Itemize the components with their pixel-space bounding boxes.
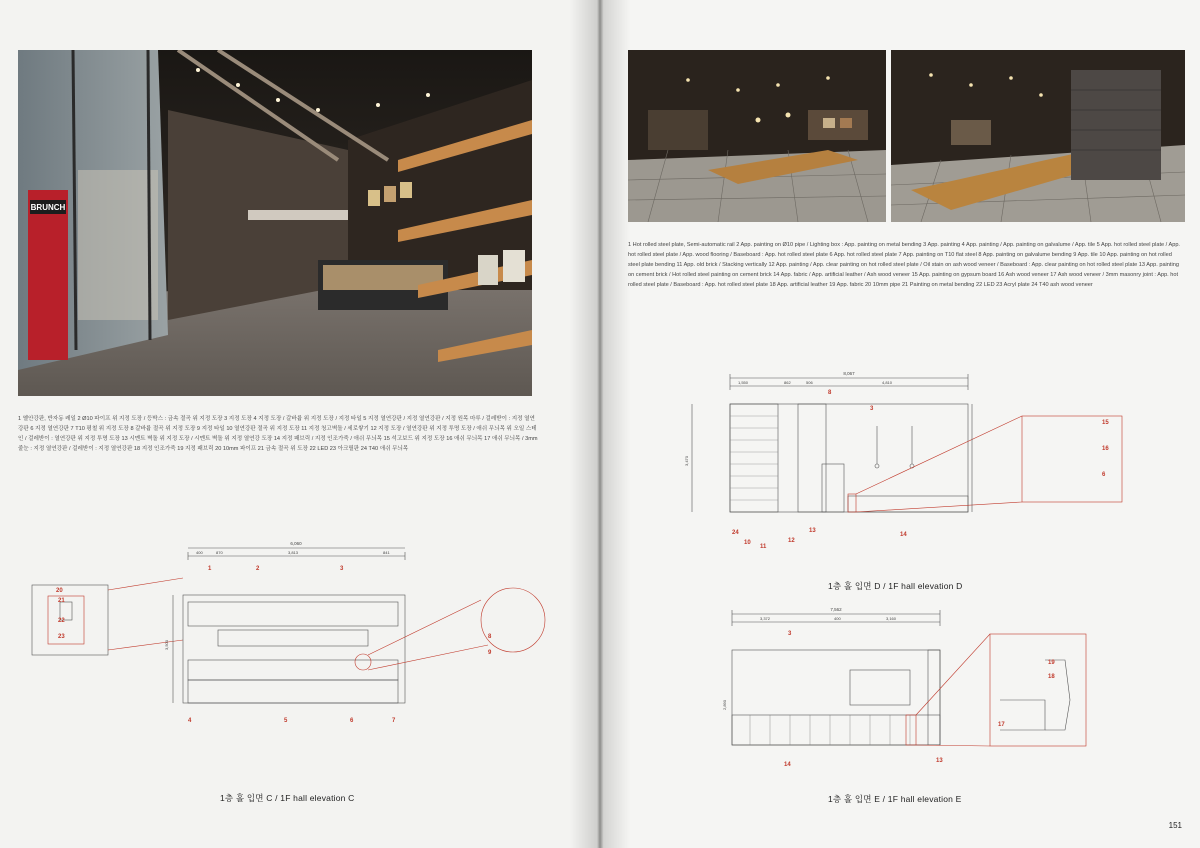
- dim-e-h: 2,890: [722, 699, 727, 710]
- callout-e-13: 13: [936, 758, 943, 764]
- dim-e-total: 7,562: [830, 607, 842, 612]
- callout-e-3: 3: [788, 631, 792, 637]
- drawing-d-title: 1층 홀 입면 D / 1F hall elevation D: [828, 581, 963, 591]
- callout-c-21: 21: [58, 598, 65, 604]
- drawing-c-title: 1층 홀 입면 C / 1F hall elevation C: [220, 793, 355, 803]
- callout-e-18: 18: [1048, 674, 1055, 680]
- dim-d-total: 8,067: [843, 371, 855, 376]
- callout-d-13: 13: [809, 528, 816, 534]
- callout-d-24: 24: [732, 530, 739, 536]
- callout-d-11: 11: [760, 544, 767, 550]
- callout-e-14: 14: [784, 762, 791, 768]
- callout-e-17: 17: [998, 722, 1005, 728]
- book-gutter: [570, 0, 630, 848]
- callout-c-4: 4: [188, 718, 192, 724]
- dim-d-h: 3,470: [684, 455, 689, 466]
- cafe-interior-photo: [18, 50, 532, 396]
- callout-c-22: 22: [58, 618, 65, 624]
- dim-d-3: 506: [806, 380, 813, 385]
- drawing-elevation-d: [672, 366, 1192, 580]
- callout-d-15: 15: [1102, 420, 1109, 426]
- right-caption: 1 Hot rolled steel plate, Semi-automatic rail 2 App. painting on Ø10 pipe / Lighting box : App. painting on metal bending 3 App. painting 4 App. painting / App. painting on galvalume / App. tile 5 App. hot rolled steel plate / App. hot rolled steel plate / App. wood flooring / Baseboard : App. hot rolled steel plate 6 App. hot rolled steel plate 7 App. painting on T10 flat steel 8 App. painting on galvalume bending 9 App. tile 10 App. painting on hot rolled steel plate bending 11 App. old brick / Stacking vertically 12 App. painting / App. clear painting on hot rolled steel plate / Oil stain on ash wood veneer / Baseboard : App. clear painting on hot rolled steel plate 13 App. painting on cement brick / Hot rolled steel painting on cement brick 14 App. fabric / App. artificial leather / Ash wood veneer 15 App. painting on gypsum board 16 Ash wood veneer 17 Ash wood veneer / 3mm masonry joint : App. hot rolled steel plate / Baseboard : App. hot rolled steel plate 18 App. artificial leather 19 App. fabric 20 10mm pipe 21 Painting on metal bending 22 LED 23 Acryl plate 24 T40 ash wood veneer: [628, 242, 1180, 288]
- callout-d-16: 16: [1102, 446, 1109, 452]
- callout-c-8: 8: [488, 634, 492, 640]
- dim-c-total: 6,060: [290, 541, 302, 546]
- drawing-e-title: 1층 홀 입면 E / 1F hall elevation E: [828, 794, 962, 804]
- callout-d-3: 3: [870, 406, 874, 412]
- hall-photo-1: [628, 50, 886, 222]
- callout-c-3: 3: [340, 566, 344, 572]
- brunch-sign-text: BRUNCH: [30, 203, 66, 212]
- callout-c-6: 6: [350, 718, 354, 724]
- dim-e-1: 3,372: [760, 616, 771, 621]
- callout-d-10: 10: [744, 540, 751, 546]
- callout-c-9: 9: [488, 650, 492, 656]
- dim-e-2: 400: [834, 616, 841, 621]
- drawing-elevation-e: [700, 600, 1190, 780]
- dim-d-4: 4,810: [882, 380, 893, 385]
- drawing-elevation-c: [18, 530, 548, 780]
- callout-c-1: 1: [208, 566, 212, 572]
- hall-photo-2: [891, 50, 1185, 222]
- callout-c-7: 7: [392, 718, 396, 724]
- left-caption: 1 옐안강판, 반자동 레일 2 Ø10 파이프 위 지정 도장 / 등박스 : 금속 절곡 위 지정 도장 3 지정 도장 4 지정 도장 / 갈바륨 위 지정 도장 / 지정 타일 5 지정 열연강판 / 지정 열연강판 / 지정 원목 마루 / 걸레받이 : 지정 열연강판 6 지정 열연강판 7 T10 평철 위 지정 도장 8 갈바륨 절곡 위 지정 도장 9 지정 타일 10 열연강판 절곡 위 지정 도장 11 지정 청고벽돌 / 세로쌓기 12 지정 도장 / 열연강판 위 지정 투명 도장 / 애쉬 무늬목 위 오일 스테인 / 걸레받이 : 열연강판 위 지정 투명 도장 13 시멘트 벽돌 위 지정 도장 / 시멘트 벽돌 위 지정 열연강 도장 14 지정 패브릭 / 지정 인조가죽 / 애쉬 무늬목 15 석고보드 위 지정 도장 16 애쉬 무늬목 17 애쉬 무늬목 / 3mm 줄눈 : 지정 열연강판 / 걸레받이 : 지정 열연강판 18 지정 인조가죽 19 지정 패브릭 20 10mm 파이프 21 금속 절곡 위 도장 22 LED 23 아크릴판 24 T40 애쉬 무늬목: [18, 416, 538, 452]
- dim-c-h: 3,500: [164, 639, 169, 650]
- dim-c-4: 841: [383, 550, 390, 555]
- callout-c-5: 5: [284, 718, 288, 724]
- callout-c-20: 20: [56, 588, 63, 594]
- dim-c-1: 400: [196, 550, 203, 555]
- page-number: 151: [1168, 821, 1182, 830]
- callout-e-19: 19: [1048, 660, 1055, 666]
- dim-c-3: 3,813: [288, 550, 299, 555]
- callout-c-2: 2: [256, 566, 260, 572]
- dim-e-3: 3,160: [886, 616, 897, 621]
- dim-c-2: 870: [216, 550, 223, 555]
- dim-d-2: 862: [784, 380, 791, 385]
- dim-d-1: 1,550: [738, 380, 749, 385]
- callout-d-6: 6: [1102, 472, 1106, 478]
- callout-d-12: 12: [788, 538, 795, 544]
- callout-d-14: 14: [900, 532, 907, 538]
- callout-d-8: 8: [828, 390, 832, 396]
- callout-c-23: 23: [58, 634, 65, 640]
